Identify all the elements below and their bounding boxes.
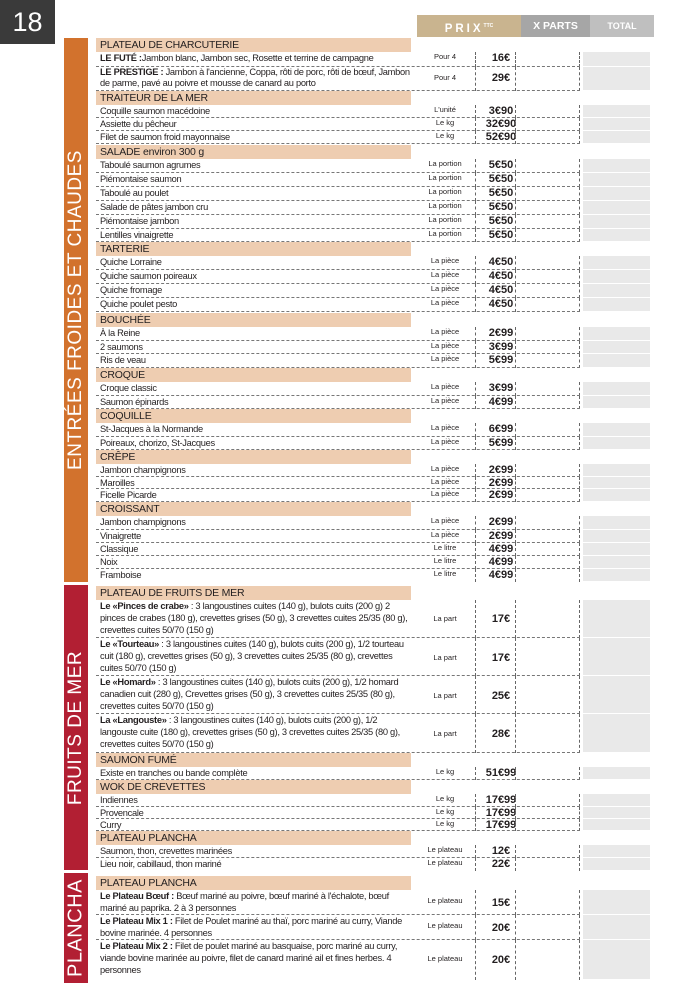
item-unit: La pièce [430,489,460,498]
item-name: Saumon épinards [100,397,169,407]
item-unit: L'unité [434,105,456,114]
quantity-cell[interactable] [518,159,580,173]
item-unit: La pièce [430,354,460,363]
item-unit: Le plateau [427,845,463,854]
item-desc: Filet de poulet mariné au basquaise, porc mariné au curry, viande bovine marinée au poivre, filet de canard mariné ail et fines herbes. 4 personnes [100,941,398,975]
total-cell[interactable] [583,354,650,368]
total-cell[interactable] [583,256,650,270]
section-header: CROISSANT [96,502,411,516]
total-cell[interactable] [583,229,650,242]
item-unit: La pièce [430,516,460,525]
quantity-cell[interactable] [518,940,580,980]
item-title: Le Plateau Mix 2 : [100,941,173,951]
section-header: PLATEAU PLANCHA [96,876,411,890]
menu-row [96,890,654,915]
item-unit: Le kg [435,807,455,816]
menu-row [96,940,654,980]
section-header: TARTERIE [96,242,411,256]
quantity-cell[interactable] [518,52,580,67]
quantity-cell[interactable] [518,173,580,187]
total-cell[interactable] [583,341,650,354]
menu-row [96,638,654,676]
item-unit: La portion [428,201,462,210]
item-unit: La pièce [430,437,460,446]
total-cell[interactable] [583,52,650,67]
menu-row [96,298,654,312]
item-price: 20€ [491,922,511,934]
menu-row [96,341,654,354]
item-unit: Le plateau [427,858,463,867]
item-unit: La pièce [430,477,460,486]
item-name: Quiche fromage [100,285,162,295]
item-price: 20€ [491,954,511,966]
quantity-cell[interactable] [518,327,580,341]
item-price: 52€90 [485,131,517,143]
total-cell[interactable] [583,489,650,502]
prix-header: $PRIX^{TTC}$ [417,15,521,37]
item-price: 28€ [491,728,511,740]
menu-row [96,215,654,229]
item-unit: Le kg [435,118,455,127]
total-cell[interactable] [583,396,650,409]
item-unit: La pièce [430,530,460,539]
item-unit: La pièce [430,284,460,293]
item-price: 17€ [491,613,511,625]
menu-row [96,543,654,556]
quantity-cell[interactable] [518,890,580,915]
total-cell[interactable] [583,423,650,437]
item-desc: : 3 langoustines cuites (140 g), bulots cuits (200 g), 1/2 tourteau cuit (180 g), crevettes grises (50 g), 3 crevettes cuites 25/35 (80 g), crevettes cuites 50/70 (150 g) [100,639,404,673]
item-title: LE PRESTIGE : [100,67,164,77]
total-cell[interactable] [583,131,650,144]
sidebar-entrees: ENTRÉES FROIDES ET CHAUDES [64,38,88,582]
item-title: Le «Pinces de crabe» [100,601,189,611]
item-name: St-Jacques à la Normande [100,424,203,434]
item-price: 29€ [491,72,511,84]
menu-row [96,270,654,284]
quantity-cell[interactable] [518,298,580,312]
total-cell[interactable] [583,676,650,714]
menu-row [96,600,654,638]
item-name: Vinaigrette [100,531,141,541]
item-title: Le Plateau Bœuf : [100,891,174,901]
item-price: 17€99 [485,794,517,806]
section-header: PLATEAU DE CHARCUTERIE [96,38,411,52]
item-unit: Le plateau [427,896,463,905]
section-header: BOUCHÉE [96,313,411,327]
item-unit: La portion [428,159,462,168]
menu-row [96,118,654,131]
item-unit: La portion [428,229,462,238]
quantity-cell[interactable] [518,858,580,871]
total-cell[interactable] [583,464,650,477]
menu-row [96,256,654,270]
menu-row [96,67,654,91]
item-desc: Jambon à l'ancienne, Coppa, rôti de porc, rôti de bœuf, Jambon de parme, pavé au poivre et mousse de canard au porto [100,67,410,88]
item-name: 2 saumons [100,342,143,352]
menu-row [96,354,654,368]
item-price: 32€90 [485,118,517,130]
total-cell[interactable] [583,845,650,858]
item-price: 17€99 [485,807,517,819]
item-name: Existe en tranches ou bande complète [100,768,248,778]
item-desc: Filet de Poulet mariné au thaï, porc mariné au curry, Viande bovine marinée. 4 personnes [100,916,403,938]
item-name: Piémontaise saumon [100,174,182,184]
item-unit: Pour 4 [433,73,457,82]
item-unit: La pièce [430,382,460,391]
section-header: PLATEAU DE FRUITS DE MER [96,586,411,600]
menu-row [96,819,654,831]
item-unit: Le litre [433,556,457,565]
item-unit: Le kg [435,131,455,140]
item-unit: La pièce [430,327,460,336]
menu-row [96,915,654,940]
total-cell[interactable] [583,556,650,569]
item-name: Piémontaise jambon [100,216,179,226]
total-cell[interactable] [583,915,650,940]
total-cell[interactable] [583,600,650,638]
item-name: Quiche poulet pesto [100,299,177,309]
quantity-cell[interactable] [518,915,580,940]
total-cell[interactable] [583,327,650,341]
total-cell[interactable] [583,284,650,298]
quantity-cell[interactable] [518,638,580,676]
menu-row [96,676,654,714]
item-desc: : 3 langoustines cuites (140 g), bulots cuits (200 g), 1/2 langouste cuite (180 g), crevettes grises (50 g), 3 crevettes cuites 25/35 (80 g), crevettes cuites 50/70 (150 g) [100,715,400,749]
total-cell[interactable] [583,767,650,780]
item-name: Filet de saumon froid mayonnaise [100,132,230,142]
quantity-cell[interactable] [518,270,580,284]
item-price: 4€50 [488,284,514,296]
menu-row [96,187,654,201]
total-cell[interactable] [583,382,650,396]
total-cell[interactable] [583,714,650,753]
menu-row [96,201,654,215]
item-unit: La pièce [430,298,460,307]
total-cell[interactable] [583,543,650,556]
item-unit: La pièce [430,423,460,432]
menu-row [96,794,654,807]
menu-row [96,516,654,530]
total-cell[interactable] [583,569,650,582]
total-cell[interactable] [583,215,650,229]
item-price: 5€50 [488,215,514,227]
item-price: 4€50 [488,270,514,282]
section-header: PLATEAU PLANCHA [96,831,411,845]
item-title: LE FUTÉ : [100,53,142,63]
total-cell[interactable] [583,118,650,131]
menu-row [96,530,654,543]
item-price: 15€ [491,897,511,909]
menu-row [96,105,654,118]
item-desc: : 3 langoustines cuites (140 g), bulots cuits (200 g), 1/2 homard canadien cuit (280 g), Crevettes grises (50 g), 3 crevettes cuites 25/35 (80 g), crevettes cuites 50/70 (150 g) [100,677,399,711]
menu-row [96,159,654,173]
item-name: Salade de pâtes jambon cru [100,202,208,212]
section-header: WOK DE CREVETTES [96,780,411,794]
total-cell[interactable] [583,819,650,831]
item-name: Taboulé au poulet [100,188,169,198]
menu-row [96,437,654,450]
item-price: 6€99 [488,423,514,435]
item-name: Croque classic [100,383,157,393]
item-price: 5€50 [488,187,514,199]
item-unit: Le plateau [427,921,463,930]
item-price: 4€99 [488,556,514,568]
total-cell[interactable] [583,858,650,871]
quantity-cell[interactable] [518,215,580,229]
item-name: Framboise [100,570,142,580]
item-price: 2€99 [488,489,514,501]
item-unit: La pièce [430,464,460,473]
menu-row [96,858,654,871]
item-title: Le «Homard» [100,677,156,687]
item-price: 5€50 [488,159,514,171]
menu-row [96,382,654,396]
item-unit: Le kg [435,767,455,776]
item-price: 4€99 [488,569,514,581]
total-cell[interactable] [583,105,650,118]
item-desc: : 3 langoustines cuites (140 g), bulots cuits (200 g) 2 pinces de crabes (180 g), crevettes grises (50 g), 3 crevettes cuites 25/35 (80 g), crevettes cuites 50/70 (150 g) [100,601,408,635]
item-name: À la Reine [100,328,140,338]
item-name: Maroilles [100,478,135,488]
item-title: Le «Tourteau» [100,639,159,649]
total-cell[interactable] [583,477,650,489]
item-title: La «Langouste» [100,715,167,725]
total-cell[interactable] [583,890,650,915]
quantity-cell[interactable] [518,569,580,582]
item-unit: Le litre [433,569,457,578]
item-price: 5€50 [488,173,514,185]
item-name: Lentilles vinaigrette [100,230,174,240]
quantity-cell[interactable] [518,67,580,91]
menu-row [96,173,654,187]
section-header: TRAITEUR DE LA MER [96,91,411,105]
item-name: Coquille saumon macédoine [100,106,210,116]
item-name: Assiette du pêcheur [100,119,177,129]
item-price: 5€99 [488,437,514,449]
item-unit: Le plateau [427,954,463,963]
item-unit: La portion [428,215,462,224]
section-header: SAUMON FUMÉ [96,753,411,767]
quantity-cell[interactable] [518,382,580,396]
sidebar-fruits-de-mer: FRUITS DE MER [64,585,88,870]
total-cell[interactable] [583,298,650,312]
total-cell[interactable] [583,201,650,215]
item-price: 4€50 [488,298,514,310]
item-unit: Le kg [435,794,455,803]
total-cell[interactable] [583,807,650,819]
item-unit: Le litre [433,543,457,552]
item-price: 12€ [491,845,511,857]
item-unit: La pièce [430,256,460,265]
item-unit: La part [433,729,457,738]
item-price: 2€99 [488,516,514,528]
item-unit: La pièce [430,396,460,405]
item-name: Saumon, thon, crevettes marinées [100,846,232,856]
total-cell[interactable] [583,187,650,201]
total-cell[interactable] [583,67,650,91]
total-cell[interactable] [583,638,650,676]
item-price: 17€99 [485,819,517,831]
item-name: Jambon champignons [100,517,186,527]
item-name: Lieu noir, cabillaud, thon mariné [100,859,222,869]
page-number: 18 [0,0,55,44]
item-price: 51€99 [485,767,517,779]
total-cell[interactable] [583,940,650,980]
total-cell[interactable] [583,173,650,187]
item-price: 2€99 [488,327,514,339]
item-price: 2€99 [488,530,514,542]
item-unit: Le kg [435,819,455,828]
menu-row [96,284,654,298]
menu-row [96,845,654,858]
item-desc: Bœuf mariné au poivre, bœuf mariné à l'échalote, bœuf mariné au paprika. 2 à 3 personnes [100,891,389,913]
section-header: CRÊPE [96,450,411,464]
item-price: 4€99 [488,396,514,408]
menu-row [96,229,654,242]
total-cell[interactable] [583,794,650,807]
item-price: 25€ [491,690,511,702]
total-header: TOTAL [590,15,654,37]
item-name: Indiennes [100,795,138,805]
xparts-header: X PARTS [521,15,590,37]
menu-row [96,52,654,67]
menu-row [96,327,654,341]
item-name: Jambon champignons [100,465,186,475]
item-unit: La part [433,691,457,700]
menu-row [96,556,654,569]
quantity-cell[interactable] [518,676,580,714]
item-price: 3€99 [488,382,514,394]
menu-row [96,423,654,437]
menu-row [96,131,654,144]
quantity-cell[interactable] [518,600,580,638]
menu-row [96,477,654,489]
item-name: Provencale [100,808,144,818]
total-cell[interactable] [583,270,650,284]
item-price: 3€90 [488,105,514,117]
item-name: Poireaux, chorizo, St-Jacques [100,438,215,448]
item-unit: La pièce [430,341,460,350]
item-unit: La portion [428,173,462,182]
item-title: Le Plateau Mix 1 : [100,916,173,926]
menu-row [96,807,654,819]
item-price: 4€50 [488,256,514,268]
item-name: Curry [100,820,122,830]
menu-row [96,714,654,753]
item-price: 3€99 [488,341,514,353]
quantity-cell[interactable] [518,516,580,530]
sidebar-plancha: PLANCHA [64,873,88,983]
total-cell[interactable] [583,516,650,530]
menu-row [96,767,654,780]
item-name: Ris de veau [100,355,146,365]
item-unit: La pièce [430,270,460,279]
item-price: 5€99 [488,354,514,366]
item-unit: La part [433,653,457,662]
total-cell[interactable] [583,159,650,173]
menu-row [96,396,654,409]
quantity-cell[interactable] [518,423,580,437]
menu-row [96,464,654,477]
item-unit: Pour 4 [433,52,457,61]
item-price: 2€99 [488,464,514,476]
item-price: 22€ [491,858,511,870]
quantity-cell[interactable] [518,201,580,215]
quantity-cell[interactable] [518,284,580,298]
item-name: Noix [100,557,118,567]
total-cell[interactable] [583,437,650,450]
item-unit: La portion [428,187,462,196]
menu-row [96,569,654,582]
menu-row [96,489,654,502]
item-name: Classique [100,544,139,554]
item-name: Ficelle Picarde [100,490,157,500]
item-desc: Jambon blanc, Jambon sec, Rosette et terrine de campagne [141,53,374,63]
item-price: 5€50 [488,229,514,241]
section-header: COQUILLE [96,409,411,423]
item-name: Quiche saumon poireaux [100,271,197,281]
item-name: Taboulé saumon agrumes [100,160,201,170]
item-price: 17€ [491,652,511,664]
item-price: 5€50 [488,201,514,213]
item-unit: La part [433,614,457,623]
section-header: CROQUE [96,368,411,382]
quantity-cell[interactable] [518,354,580,368]
item-price: 4€99 [488,543,514,555]
total-cell[interactable] [583,530,650,543]
section-header: SALADE environ 300 g [96,145,411,159]
quantity-cell[interactable] [518,714,580,753]
item-price: 16€ [491,52,511,64]
quantity-cell[interactable] [518,187,580,201]
item-price: 2€99 [488,477,514,489]
item-name: Quiche Lorraine [100,257,162,267]
quantity-cell[interactable] [518,256,580,270]
